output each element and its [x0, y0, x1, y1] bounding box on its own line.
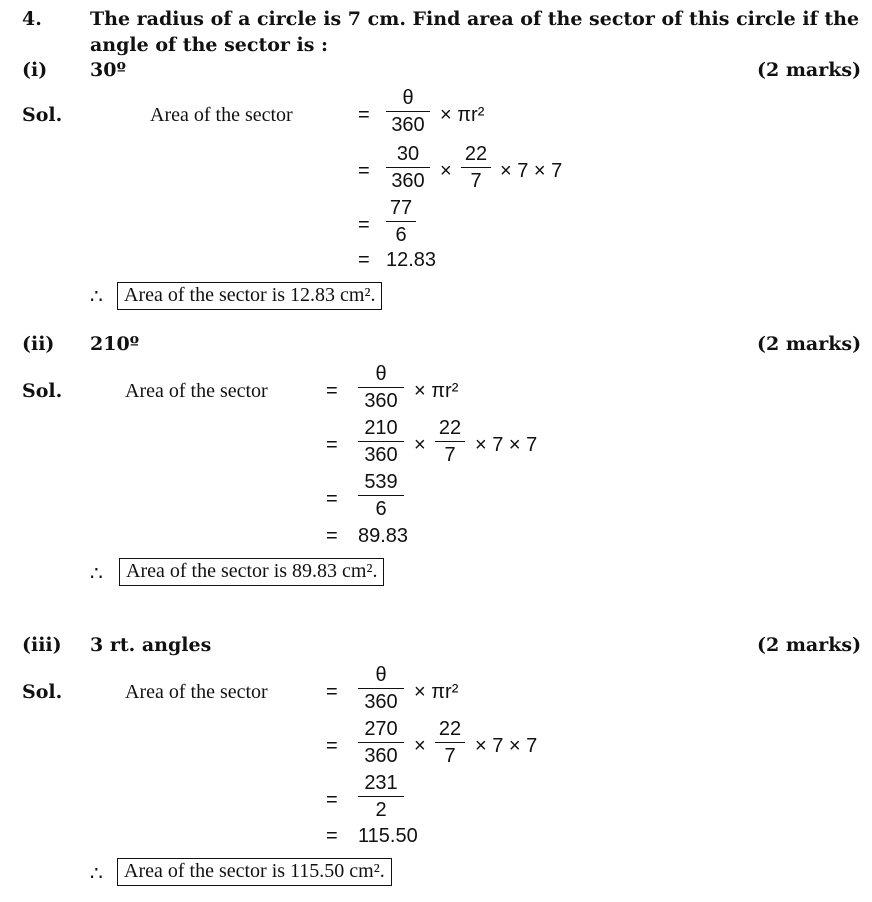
part-label: (i)	[22, 59, 48, 81]
marks-label: (2 marks)	[757, 59, 862, 81]
denominator: 7	[470, 170, 482, 192]
times-sign: ×	[414, 434, 426, 456]
times-7-7: × 7 × 7	[500, 160, 563, 182]
part-title: 30º	[90, 59, 126, 81]
times-7-7: × 7 × 7	[475, 434, 538, 456]
fraction-angle-360	[386, 142, 430, 193]
numerator: θ	[375, 363, 387, 385]
result-value: 12.83	[386, 249, 437, 271]
solution-label: Sol.	[22, 380, 63, 402]
numerator: 22	[438, 417, 462, 439]
denominator: 6	[375, 498, 387, 520]
numerator: 210	[364, 417, 398, 439]
fraction-angle-360	[358, 717, 404, 768]
answer-box: Area of the sector is 115.50 cm².	[117, 858, 392, 886]
times-sign: ×	[414, 735, 426, 757]
pi-r-squared: × πr²	[414, 380, 459, 402]
numerator: 539	[364, 471, 398, 493]
equals-sign: =	[326, 735, 338, 757]
part-title: 3 rt. angles	[90, 634, 212, 656]
denominator: 360	[391, 114, 425, 136]
fraction-simplified	[358, 470, 404, 521]
therefore-symbol: ∴	[90, 861, 103, 885]
part-label: (iii)	[22, 634, 62, 656]
fraction-22-7	[435, 717, 465, 768]
numerator: θ	[402, 87, 414, 109]
fraction-simplified	[386, 196, 416, 247]
solution-label: Sol.	[22, 104, 63, 126]
fraction-simplified	[358, 771, 404, 822]
equals-sign: =	[326, 789, 338, 811]
numerator: 22	[438, 718, 462, 740]
denominator: 6	[395, 224, 407, 246]
marks-label: (2 marks)	[757, 333, 862, 355]
numerator: 270	[364, 718, 398, 740]
question-number: 4.	[22, 8, 42, 30]
denominator: 360	[364, 444, 398, 466]
therefore-symbol: ∴	[90, 561, 103, 585]
equals-sign: =	[326, 488, 338, 510]
numerator: 77	[389, 197, 413, 219]
fraction-theta-360	[358, 362, 404, 413]
lhs-text: Area of the sector	[125, 681, 268, 703]
times-sign: ×	[440, 160, 452, 182]
result-value: 89.83	[358, 525, 409, 547]
equals-sign: =	[326, 825, 338, 847]
answer-box: Area of the sector is 89.83 cm².	[119, 558, 384, 586]
equals-sign: =	[358, 104, 370, 126]
pi-r-squared: × πr²	[440, 104, 485, 126]
denominator: 360	[364, 745, 398, 767]
numerator: 231	[364, 772, 398, 794]
denominator: 7	[444, 444, 456, 466]
numerator: 22	[464, 143, 488, 165]
result-value: 115.50	[358, 825, 418, 847]
equals-sign: =	[358, 249, 370, 271]
answer-box: Area of the sector is 12.83 cm².	[117, 282, 382, 310]
lhs-text: Area of the sector	[150, 104, 293, 126]
denominator: 360	[391, 170, 425, 192]
marks-label: (2 marks)	[757, 634, 862, 656]
equals-sign: =	[358, 160, 370, 182]
equals-sign: =	[326, 525, 338, 547]
equals-sign: =	[326, 434, 338, 456]
fraction-22-7	[435, 416, 465, 467]
denominator: 360	[364, 691, 398, 713]
equals-sign: =	[326, 681, 338, 703]
pi-r-squared: × πr²	[414, 681, 459, 703]
fraction-theta-360	[386, 86, 430, 137]
numerator: 30	[396, 143, 420, 165]
equals-sign: =	[326, 380, 338, 402]
denominator: 2	[375, 799, 387, 821]
times-7-7: × 7 × 7	[475, 735, 538, 757]
solution-label: Sol.	[22, 681, 63, 703]
part-label: (ii)	[22, 333, 55, 355]
part-title: 210º	[90, 333, 140, 355]
therefore-symbol: ∴	[90, 284, 103, 308]
denominator: 360	[364, 390, 398, 412]
question-text-line1: The radius of a circle is 7 cm. Find area of the sector of this circle if the	[90, 8, 860, 30]
fraction-theta-360	[358, 663, 404, 714]
lhs-text: Area of the sector	[125, 380, 268, 402]
fraction-22-7	[461, 142, 491, 193]
question-text-line2: angle of the sector is :	[90, 34, 329, 56]
equals-sign: =	[358, 214, 370, 236]
fraction-angle-360	[358, 416, 404, 467]
numerator: θ	[375, 664, 387, 686]
denominator: 7	[444, 745, 456, 767]
